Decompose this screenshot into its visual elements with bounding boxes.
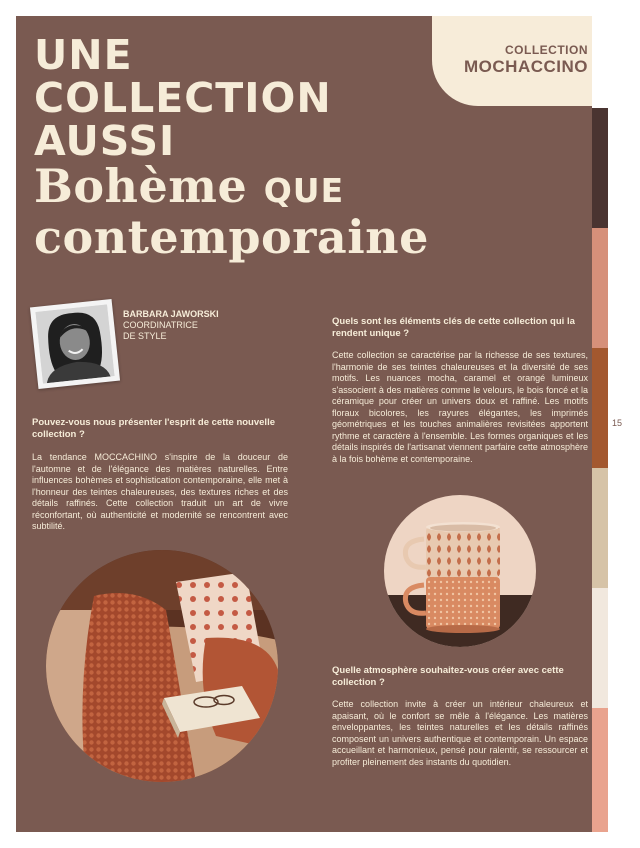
color-strip-top bbox=[592, 16, 608, 108]
color-swatch-2 bbox=[592, 228, 608, 348]
title-word-que: QUE bbox=[263, 171, 345, 210]
title-line-1: UNE bbox=[34, 31, 133, 79]
author-name: BARBARA JAWORSKI bbox=[123, 309, 219, 319]
answer-3: Cette collection invite à créer un intérieur chaleureux et apaisant, où le confort se mêle à l'élégance. Les matières enveloppantes, les teintes naturelles et les détails raffinés composent un univers authentique et contemporain. Un espace accueillant et harmonieux, pensé pour ralentir, se ressourcer et profiter pleinement des instants du quotidien. bbox=[332, 699, 588, 767]
author-role-line-1: COORDINATRICE bbox=[123, 320, 198, 330]
color-swatch-6 bbox=[592, 708, 608, 832]
color-swatch-5 bbox=[592, 588, 608, 708]
title-line-2: COLLECTION bbox=[34, 74, 332, 122]
question-3: Quelle atmosphère souhaitez-vous créer avec cette collection ? bbox=[332, 665, 564, 688]
title-line-4 bbox=[34, 159, 429, 214]
page-title bbox=[34, 31, 429, 264]
blanket-photo bbox=[46, 550, 278, 782]
author-block bbox=[123, 309, 219, 342]
color-swatch-1 bbox=[592, 108, 608, 228]
answer-1: La tendance MOCCACHINO s'inspire de la douceur de l'automne et de l'élégance des matières naturelles. Entre influences bohèmes et sophistication contemporaine, elle met à l'honneur des teintes chaleureuses, des textures riches et des détails raffinés. Cette collection traduit un art de vivre réconfortant, où authenticité et modernité se rencontrent avec subtilité. bbox=[32, 452, 288, 531]
magazine-page bbox=[16, 16, 608, 832]
title-word-boheme: Bohème bbox=[34, 159, 248, 213]
collection-badge bbox=[432, 16, 608, 106]
page-number: 15 bbox=[612, 418, 623, 428]
question-1: Pouvez-vous nous présenter l'esprit de cette nouvelle collection ? bbox=[32, 417, 275, 440]
title-line-5: contemporaine bbox=[34, 210, 429, 264]
mugs-photo bbox=[384, 495, 536, 647]
portrait-photo bbox=[30, 299, 120, 389]
badge-label: COLLECTION bbox=[505, 43, 588, 57]
color-swatch-4 bbox=[592, 468, 608, 588]
color-swatch-3 bbox=[592, 348, 608, 468]
answer-2: Cette collection se caractérise par la richesse de ses textures, l'harmonie de ses teintes chaleureuses et la diversité de ses motifs. Les nuances mocha, caramel et orangé lumineux s'associent à des matières comme le velours, le bois foncé et la céramique pour créer un univers doux et raffiné. Les motifs floraux bicolores, les rayures élégantes, les imprimés géométriques et les touches animalières revisitées apportent rythme et caractère à l'ensemble. Les formes organiques et les détails inspirés de l'artisanat viennent parfaire cette atmosphère à la fois bohème et contemporaine. bbox=[332, 350, 588, 464]
question-2: Quels sont les éléments clés de cette collection qui la rendent unique ? bbox=[332, 316, 575, 339]
badge-name: MOCHACCINO bbox=[464, 57, 588, 76]
title-line-3: AUSSI bbox=[34, 117, 176, 165]
author-role-line-2: DE STYLE bbox=[123, 331, 167, 341]
